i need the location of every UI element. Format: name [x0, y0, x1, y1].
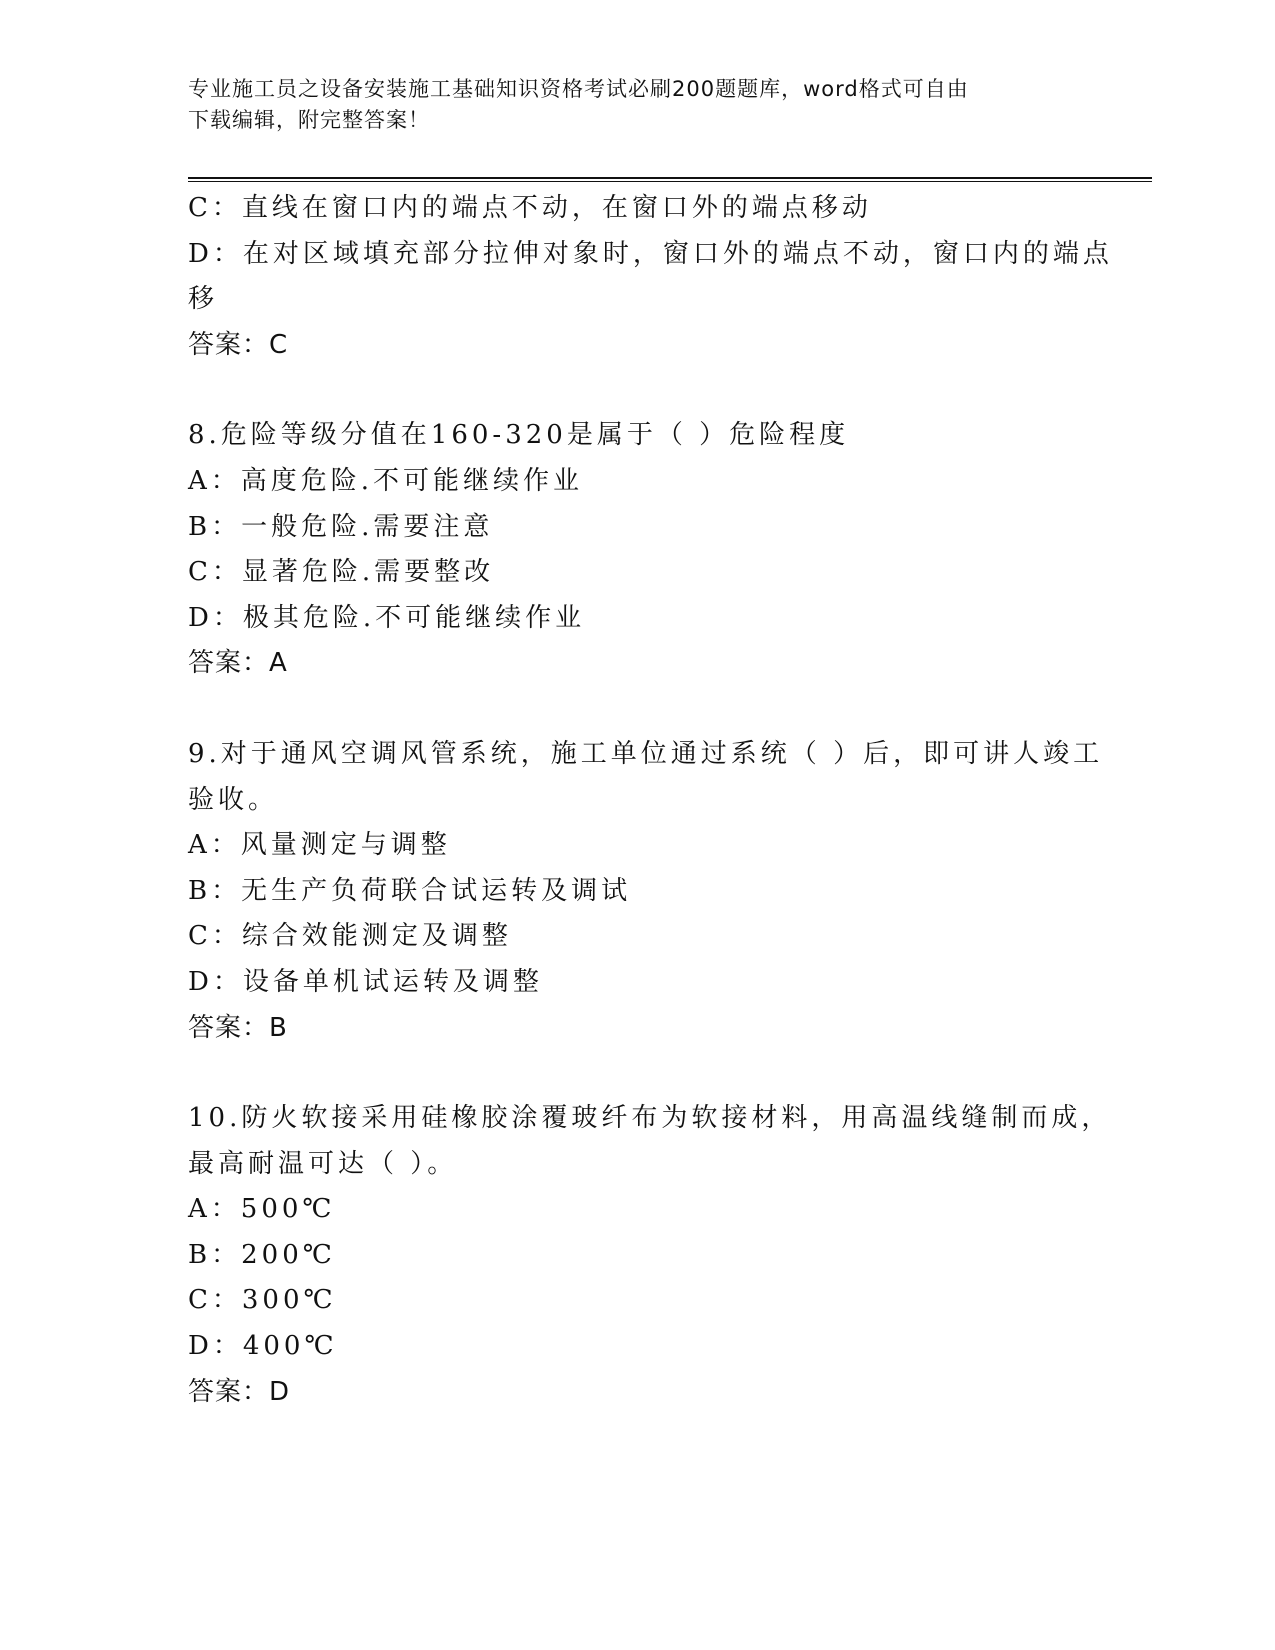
header-line-2: 下载编辑，附完整答案！ [188, 108, 430, 132]
answer-line: 答案：D [188, 1376, 291, 1407]
previous-question-tail [188, 186, 1113, 368]
option-d-continued: 移 [188, 284, 219, 315]
option-b: B：200℃ [188, 1239, 336, 1270]
question-10 [188, 1096, 1112, 1415]
option-d: D：400℃ [188, 1331, 338, 1362]
answer-line: 答案：A [188, 648, 288, 679]
answer-line: 答案：B [188, 1012, 288, 1043]
document-header [188, 74, 1068, 136]
spacer [188, 687, 1088, 732]
option-b: B：一般危险.需要注意 [188, 511, 494, 542]
option-c: C：300℃ [188, 1285, 337, 1316]
option-d: D：在对区域填充部分拉伸对象时，窗口外的端点不动，窗口内的端点 [188, 238, 1113, 269]
question-stem: 10.防火软接采用硅橡胶涂覆玻纤布为软接材料，用高温线缝制而成， [188, 1103, 1112, 1134]
question-stem-continued: 最高耐温可达（ ）。 [188, 1148, 458, 1179]
option-c: C：直线在窗口内的端点不动，在窗口外的端点移动 [188, 193, 872, 223]
spacer [188, 1051, 1088, 1096]
option-a: A：风量测定与调整 [188, 830, 451, 861]
option-c: C：显著危险.需要整改 [188, 557, 495, 588]
question-content [188, 186, 1113, 1415]
question-stem: 9.对于通风空调风管系统，施工单位通过系统（ ）后，即可讲人竣工 [188, 738, 1104, 769]
option-a: A：高度危险.不可能继续作业 [188, 465, 584, 496]
header-line-1: 专业施工员之设备安装施工基础知识资格考试必刷200题题库，word格式可自由 [188, 77, 969, 101]
question-9 [188, 732, 1104, 1051]
question-stem-continued: 验收。 [188, 784, 279, 815]
question-8 [188, 413, 1088, 687]
option-d: D：设备单机试运转及调整 [188, 966, 543, 997]
option-a: A：500℃ [188, 1194, 336, 1225]
option-d: D：极其危险.不可能继续作业 [188, 602, 586, 633]
answer-line: 答案：C [188, 329, 289, 360]
question-stem: 8.危险等级分值在160-320是属于（ ）危险程度 [188, 420, 850, 451]
header-divider [188, 177, 1152, 182]
option-b: B：无生产负荷联合试运转及调试 [188, 875, 632, 906]
option-c: C：综合效能测定及调整 [188, 921, 512, 952]
spacer [188, 368, 1088, 413]
